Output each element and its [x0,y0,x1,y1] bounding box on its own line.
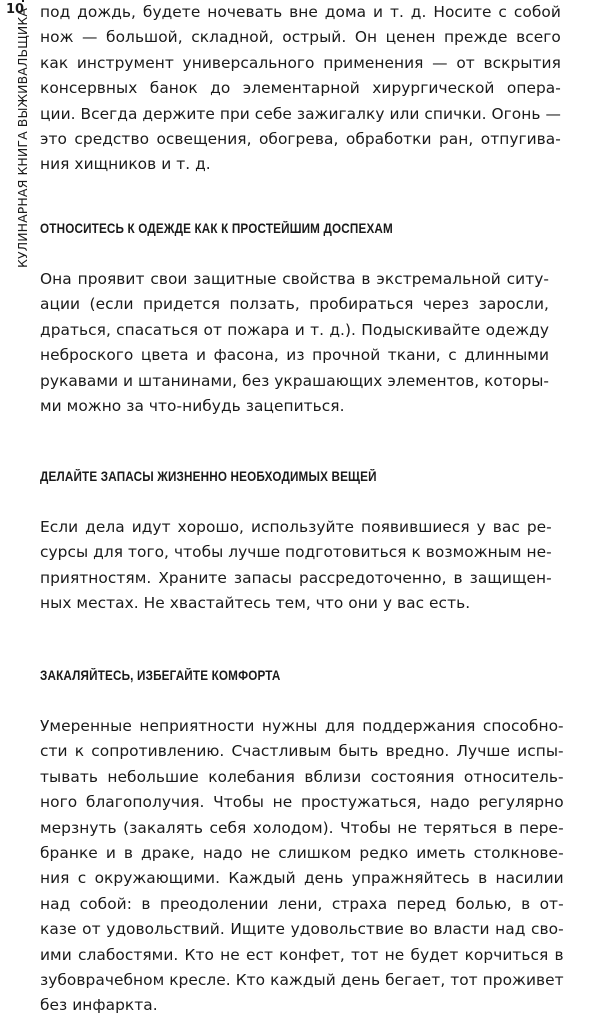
section-paragraph-clothing [40,267,549,419]
text-line: ния с окружающими. Каждый день упражняйтесь в насилии [40,869,564,888]
text-line: консервных банок до элементарной хирургической опера- [40,79,561,98]
section-paragraph-supplies [40,515,552,617]
text-line: неброского цвета и фасона, из прочной ткани, с длинными [40,346,550,365]
text-line: как инструмент универсального применения — от вскрытия [40,53,561,72]
text-line: казе от удовольствий. Ищите удовольствие во власти над сво- [40,920,564,939]
section-heading-supplies: ДЕЛАЙТЕ ЗАПАСЫ ЖИЗНЕННО НЕОБХОДИМЫХ ВЕЩЕЙ [40,469,377,484]
text-line: мерзнуть (закалять себя холодом). Чтобы не теряться в пере- [40,818,564,837]
section-heading-clothing: ОТНОСИТЕСЬ К ОДЕЖДЕ КАК К ПРОСТЕЙШИМ ДОСПЕХАМ [40,221,393,236]
text-line: сурсы для того, чтобы лучше подготовиться к возможным не- [40,543,552,562]
text-line: ции. Всегда держите при себе зажигалку или спички. Огонь — [40,104,561,123]
running-title [16,0,30,268]
side-rail [0,0,30,1000]
text-line: без инфаркта. [40,996,158,1015]
text-line: ации (если придется ползать, пробираться через заросли, [40,295,550,314]
intro-paragraph [40,0,561,178]
section-paragraph-hardening [40,714,564,1019]
text-line: над собой: в преодолении лени, страха перед болью, в от- [40,894,564,913]
page-number: 10 [5,2,25,17]
text-line: тывать небольшие колебания вблизи состояния относитель- [40,767,564,786]
text-line: это средство освещения, обогрева, обработки ран, отпугива- [40,130,561,149]
text-line: ими слабостями. Кто не ест конфет, тот не будет корчиться в [40,945,564,964]
title-divider [22,0,24,2]
text-line: ми можно за что-нибудь зацепиться. [40,397,345,416]
text-line: рукавами и штанинами, без украшающих элементов, которы- [40,371,550,390]
text-line: ного благополучия. Чтобы не простужаться, надо регулярно [40,793,564,812]
text-line: приятностям. Храните запасы рассредоточенно, в защищен- [40,568,552,587]
section-heading-hardening: ЗАКАЛЯЙТЕСЬ, ИЗБЕГАЙТЕ КОМФОРТА [40,668,281,683]
text-line: Если дела идут хорошо, используйте появившиеся у вас ре- [40,518,552,536]
text-line: Умеренные неприятности нужны для поддержания способно- [40,717,564,735]
text-line: ных местах. Не хвастайтесь тем, что они у вас есть. [40,594,471,613]
text-line: ния хищников и т. д. [40,155,211,174]
text-line: нож — большой, складной, острый. Он ценен прежде всего [40,28,561,47]
text-line: под дождь, будете ночевать вне дома и т. д. Носите с собой [40,3,561,21]
text-line: сти к сопротивлению. Счастливым быть вредно. Лучше испы- [40,742,564,761]
text-line: драться, спасаться от пожара и т. д.). Подыскивайте одежду [40,320,550,339]
running-title-text: КУЛИНАРНАЯ КНИГА ВЫЖИВАЛЬЩИКА [15,8,30,268]
text-line: бранке и в драке, надо не слишком редко иметь столкнове- [40,844,564,863]
text-line: Она проявит свои защитные свойства в экстремальной ситу- [40,270,550,288]
text-line: зубоврачебном кресле. Кто каждый день бегает, тот проживет [40,971,564,990]
